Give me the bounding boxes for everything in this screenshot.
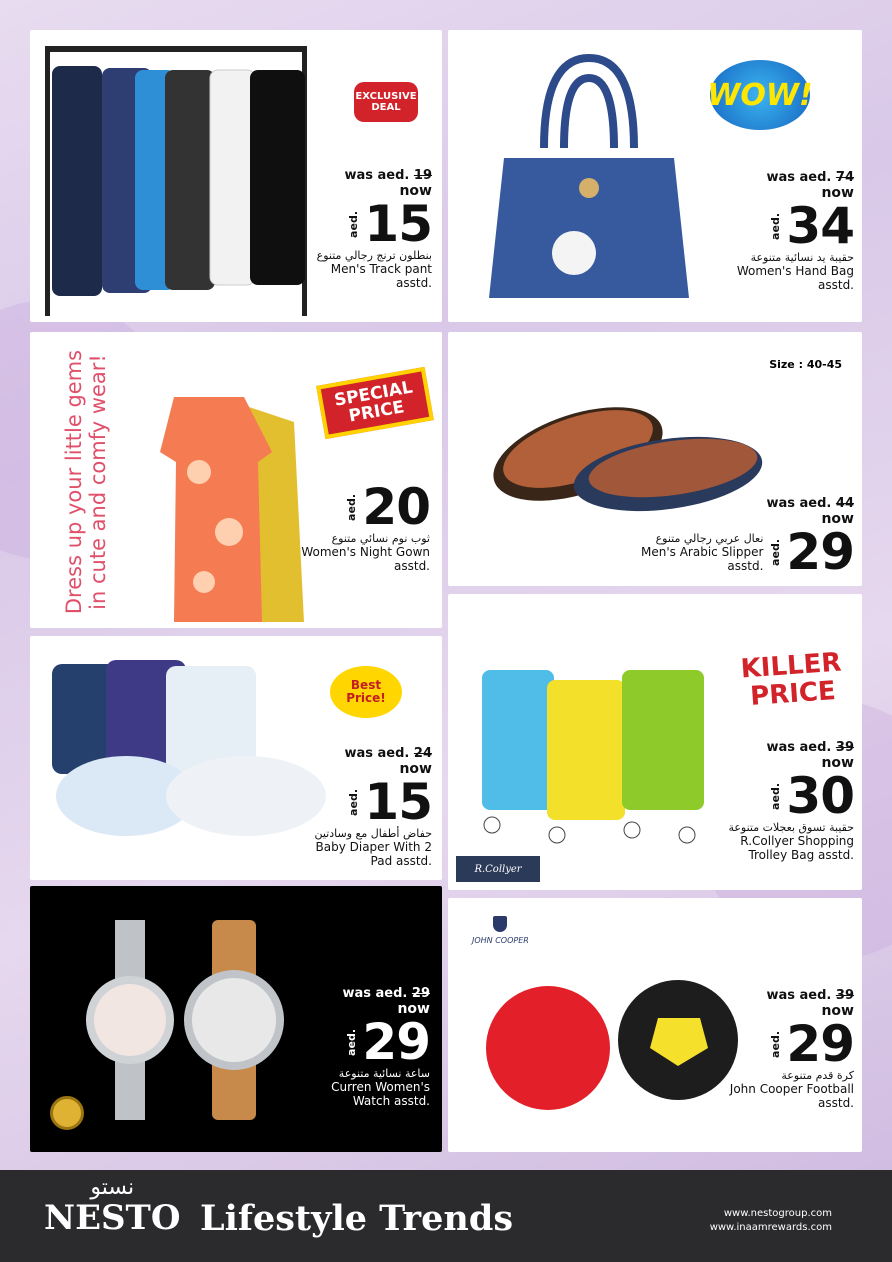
product-card-watch[interactable] <box>30 886 442 1152</box>
product-name: R.Collyer Shopping <box>740 834 854 848</box>
product-name-suffix: Trolley Bag asstd. <box>748 848 854 862</box>
price-block <box>292 168 432 290</box>
product-name-arabic: نعال عربي رجالي متنوع <box>655 531 764 545</box>
shield-icon <box>493 916 507 932</box>
badge-text: SPECIAL PRICE <box>332 377 415 427</box>
was-price: was aed. 19 <box>344 168 432 183</box>
hand-bag-image <box>484 48 694 308</box>
price-block <box>694 988 854 1110</box>
current-price: 20 <box>362 478 430 536</box>
badge-text: WOW! <box>707 77 813 113</box>
product-name-arabic: كرة قدم متنوعة <box>781 1069 854 1082</box>
page-title: Lifestyle Trends <box>200 1198 514 1239</box>
currency-label: aed. <box>347 788 361 816</box>
exclusive-deal-badge <box>354 82 418 122</box>
now-label: now <box>399 761 432 777</box>
currency-label: aed. <box>769 1030 783 1058</box>
best-price-badge <box>330 666 402 718</box>
product-name: Men's Arabic Slipper <box>641 544 764 559</box>
was-price: was aed. 44 <box>766 496 854 511</box>
current-price: 34 <box>786 197 854 255</box>
was-price: was aed. 39 <box>766 988 854 1003</box>
product-name: Baby Diaper With 2 <box>315 840 432 854</box>
slogan: Dress up your little gems in cute and comfy wear! <box>62 349 110 615</box>
price-block <box>270 986 430 1108</box>
product-card-arabic-slipper[interactable] <box>448 332 862 586</box>
current-price: 29 <box>362 1013 430 1071</box>
nesto-logo[interactable]: نستو NESTO <box>44 1175 181 1238</box>
now-label: now <box>821 755 854 771</box>
track-pants-image <box>40 36 330 316</box>
product-name-suffix: asstd. <box>818 278 854 292</box>
was-price: was aed. 74 <box>766 170 854 185</box>
currency-label: aed. <box>347 210 361 238</box>
product-name: Women's Night Gown <box>301 545 430 559</box>
product-name-suffix: asstd. <box>818 1096 854 1110</box>
rewards-url[interactable]: www.inaamrewards.com <box>709 1222 832 1233</box>
now-label: now <box>821 185 854 201</box>
current-price: 30 <box>786 767 854 825</box>
product-name-arabic: ساعة نسائية متنوعة <box>338 1067 430 1080</box>
product-name-arabic: حقيبة يد نسائية متنوعة <box>750 251 854 264</box>
brand-label: JOHN COOPER <box>472 916 529 945</box>
was-price: was aed. 24 <box>344 746 432 761</box>
product-name-arabic: ثوب نوم نسائي متنوع <box>331 532 430 545</box>
now-label: now <box>397 1001 430 1017</box>
price-block <box>694 740 854 862</box>
price-block <box>280 478 430 573</box>
product-card-night-gown[interactable] <box>30 332 442 628</box>
product-card-football[interactable] <box>448 898 862 1152</box>
footer <box>0 1170 892 1262</box>
product-name-arabic: حقيبة تسوق بعجلات متنوعة <box>728 821 854 834</box>
currency-label: aed. <box>769 782 783 810</box>
special-price-badge <box>316 367 434 439</box>
watch-image <box>80 920 300 1120</box>
current-price: 29 <box>786 523 854 581</box>
product-name-suffix: asstd. <box>727 558 764 573</box>
badge-text: Best Price! <box>346 678 386 705</box>
badge-text: KILLER PRICE <box>739 647 843 712</box>
product-name: Men's Track pant <box>330 262 432 276</box>
trolley-bag-image <box>472 610 732 860</box>
product-name-arabic: بنطلون ترنج رجالي متنوع <box>316 249 432 262</box>
product-card-trolley-bag[interactable] <box>448 594 862 890</box>
badge-text: EXCLUSIVE DEAL <box>355 91 417 113</box>
product-card-track-pant[interactable] <box>30 30 442 322</box>
killer-price-badge <box>731 634 853 726</box>
now-label: now <box>821 511 854 527</box>
warranty-icon <box>50 1096 84 1130</box>
product-name: John Cooper Football <box>729 1082 854 1096</box>
product-name-arabic: حفاض أطفال مع وسادتين <box>314 827 432 840</box>
currency-label: aed. <box>769 212 783 240</box>
currency-label: aed. <box>345 493 359 521</box>
current-price: 15 <box>364 773 432 831</box>
product-card-hand-bag[interactable] <box>448 30 862 322</box>
price-block <box>272 746 432 868</box>
now-label: now <box>399 183 432 199</box>
current-price: 29 <box>786 1015 854 1073</box>
brand-label: R.Collyer <box>456 856 540 882</box>
now-label: now <box>821 1003 854 1019</box>
wow-badge <box>707 60 813 130</box>
product-name-suffix: asstd. <box>396 276 432 290</box>
size-label: Size : 40-45 <box>769 358 842 371</box>
was-price: was aed. 39 <box>766 740 854 755</box>
currency-label: aed. <box>345 1028 359 1056</box>
product-name: Women's Hand Bag <box>736 264 854 278</box>
product-name-suffix: asstd. <box>394 559 430 573</box>
product-name-suffix: Watch asstd. <box>352 1094 430 1108</box>
price-block <box>714 170 854 292</box>
was-price: was aed. 29 <box>342 986 430 1001</box>
product-name: Curren Women's <box>331 1080 430 1094</box>
product-name-suffix: Pad asstd. <box>370 854 432 868</box>
website-url[interactable]: www.nestogroup.com <box>723 1208 832 1219</box>
price-block <box>634 496 854 581</box>
current-price: 15 <box>364 195 432 253</box>
currency-label: aed. <box>769 538 783 566</box>
product-card-baby-diaper[interactable] <box>30 636 442 880</box>
